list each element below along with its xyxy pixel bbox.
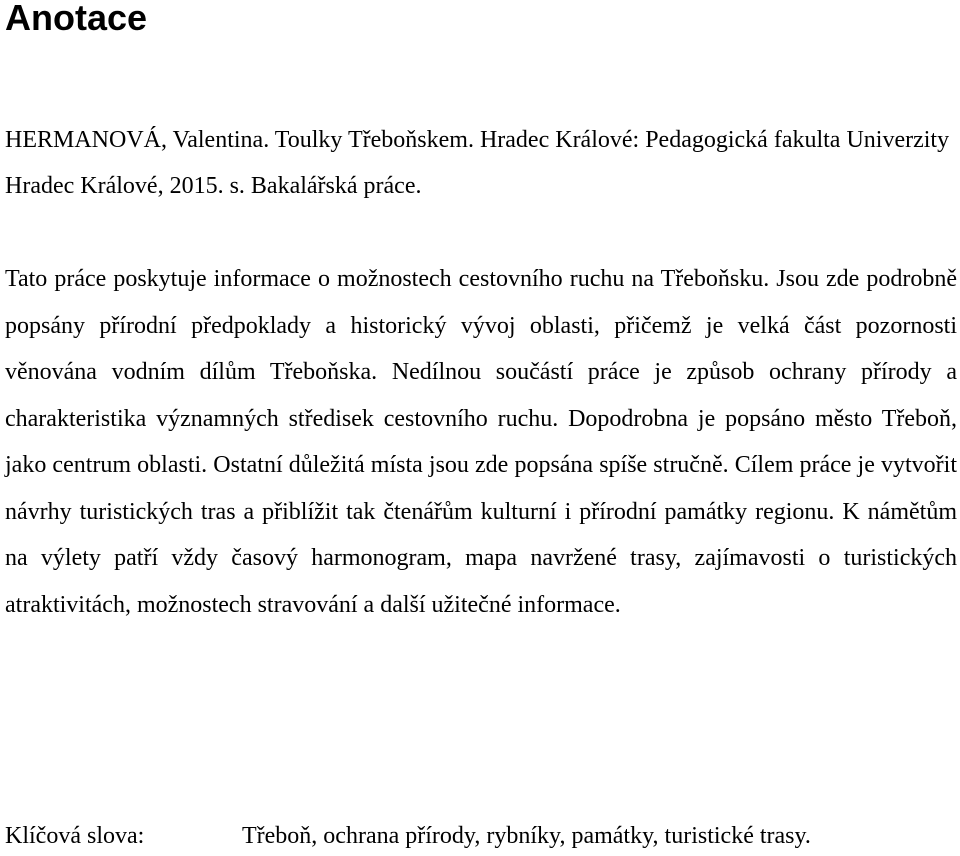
keywords-line [5, 816, 811, 856]
keywords-value: Třeboň, ochrana přírody, rybníky, památky, turistické trasy. [242, 823, 811, 849]
abstract-paragraph: Tato práce poskytuje informace o možnostech cestovního ruchu na Třeboňsku. Jsou zde podrobně popsány přírodní předpoklady a historický vývoj oblasti, přičemž je velká část pozornosti věnována vodním dílům Třeboňska. Nedílnou součástí práce je způsob ochrany přírody a charakteristika významných středisek cestovního ruchu. Dopodrobna je popsáno město Třeboň, jako centrum oblasti. Ostatní důležitá místa jsou zde popsána spíše stručně. Cílem práce je vytvořit návrhy turistických tras a přiblížit tak čtenářům kulturní i přírodní památky regionu. K námětům na výlety patří vždy časový harmonogram, mapa navržené trasy, zajímavosti o turistických atraktivitách, možnostech stravování a další užitečné informace. [5, 266, 957, 618]
page-title: Anotace [5, 0, 148, 38]
keywords-label: Klíčová slova: [5, 823, 145, 849]
citation-paragraph: HERMANOVÁ, Valentina. Toulky Třeboňskem. Hradec Králové: Pedagogická fakulta Univerzity Hradec Králové, 2015. s. Bakalářská práce. [5, 127, 950, 199]
